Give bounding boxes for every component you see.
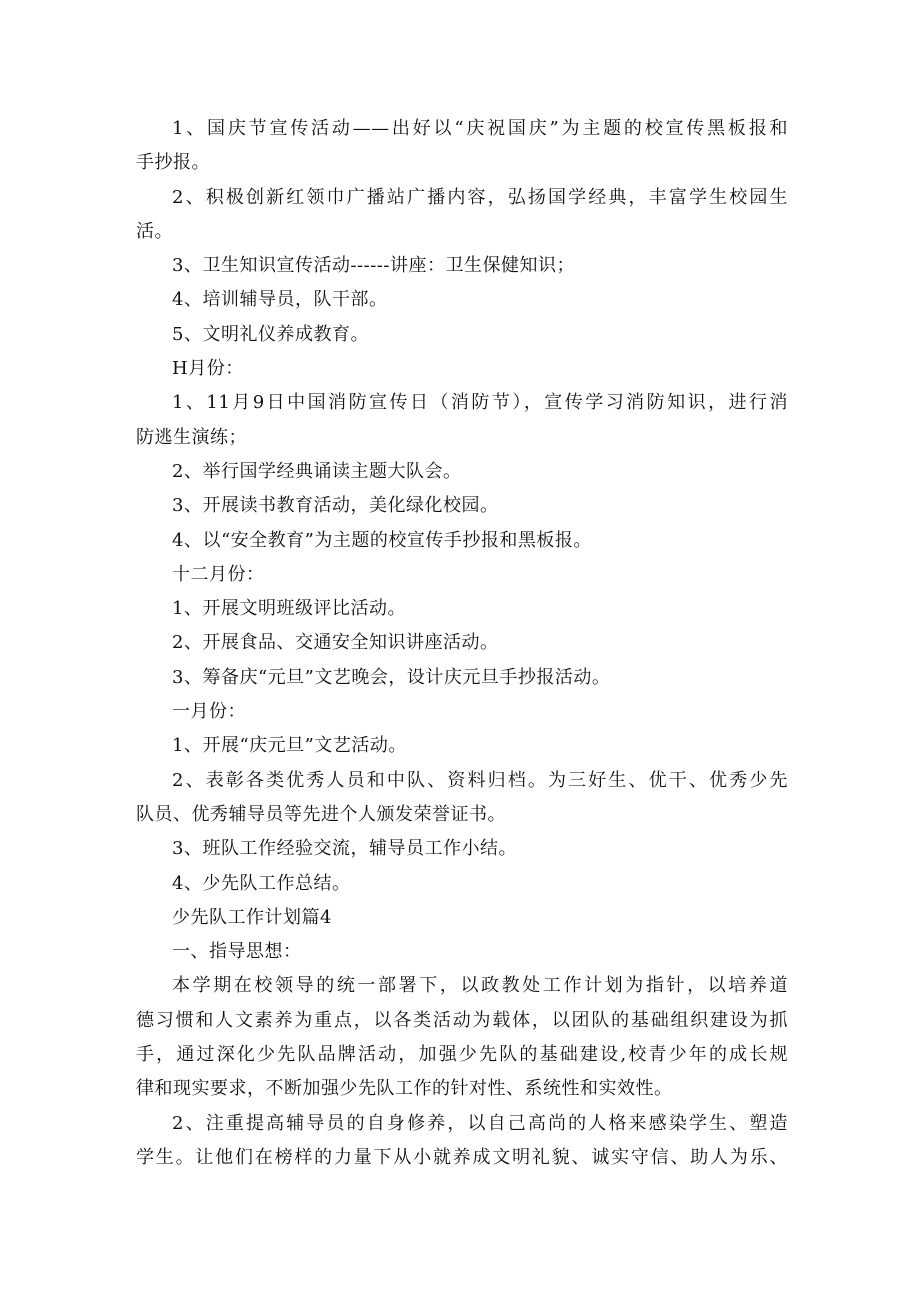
text-line: 本学期在校领导的统一部署下，以政教处工作计划为指针，以培养道 bbox=[172, 975, 788, 997]
text-line: 4、少先队工作总结。 bbox=[172, 872, 351, 894]
text-line: 2、表彰各类优秀人员和中队、资料归档。为三好生、优干、优秀少先 bbox=[172, 769, 788, 791]
text-line: 4、培训辅导员，队干部。 bbox=[172, 289, 388, 311]
text-line: 手抄报。 bbox=[136, 152, 210, 174]
text-line: 2、注重提高辅导员的自身修养，以自己高尚的人格来感染学生、塑造 bbox=[172, 1112, 788, 1134]
text-line: 防逃生演练； bbox=[136, 426, 247, 448]
text-line: 2、积极创新红领巾广播站广播内容，弘扬国学经典，丰富学生校园生 bbox=[172, 186, 788, 208]
text-line: 队员、优秀辅导员等先进个人颁发荣誉证书。 bbox=[136, 803, 506, 825]
text-line: 2、举行国学经典诵读主题大队会。 bbox=[172, 460, 462, 482]
text-line: 3、班队工作经验交流，辅导员工作小结。 bbox=[172, 838, 517, 860]
text-line: 5、文明礼仪养成教育。 bbox=[172, 323, 369, 345]
text-line: 一、指导思想： bbox=[172, 941, 302, 963]
text-line: 3、筹备庆“元旦”文艺晚会，设计庆元旦手抄报活动。 bbox=[172, 666, 611, 688]
text-line: 4、以“安全教育”为主题的校宣传手抄报和黑板报。 bbox=[172, 529, 592, 551]
text-line: 2、开展食品、交通安全知识讲座活动。 bbox=[172, 632, 499, 654]
document-body bbox=[136, 112, 788, 1175]
text-line: 1、开展“庆元旦”文艺活动。 bbox=[172, 735, 407, 757]
text-line: 1、11月9日中国消防宣传日（消防节），宣传学习消防知识，进行消 bbox=[172, 392, 788, 414]
text-line: H月份： bbox=[172, 358, 244, 380]
text-line: 手，通过深化少先队品牌活动，加强少先队的基础建设,校青少年的成长规 bbox=[136, 1044, 788, 1066]
text-line: 学生。让他们在榜样的力量下从小就养成文明礼貌、诚实守信、助人为乐、 bbox=[136, 1146, 788, 1168]
text-line: 3、卫生知识宣传活动------讲座：卫生保健知识； bbox=[172, 255, 575, 277]
text-line: 德习惯和人文素养为重点，以各类活动为载体，以团队的基础组织建设为抓 bbox=[136, 1009, 788, 1031]
text-line: 活。 bbox=[136, 220, 173, 242]
text-line: 一月份： bbox=[172, 701, 246, 723]
text-line: 十二月份： bbox=[172, 563, 265, 585]
text-line: 3、开展读书教育活动，美化绿化校园。 bbox=[172, 495, 499, 517]
text-line: 1、国庆节宣传活动——出好以“庆祝国庆”为主题的校宣传黑板报和 bbox=[172, 118, 788, 139]
text-line: 1、开展文明班级评比活动。 bbox=[172, 598, 406, 620]
text-line: 少先队工作计划篇4 bbox=[172, 906, 332, 928]
text-line: 律和现实要求，不断加强少先队工作的针对性、系统性和实效性。 bbox=[136, 1078, 673, 1100]
